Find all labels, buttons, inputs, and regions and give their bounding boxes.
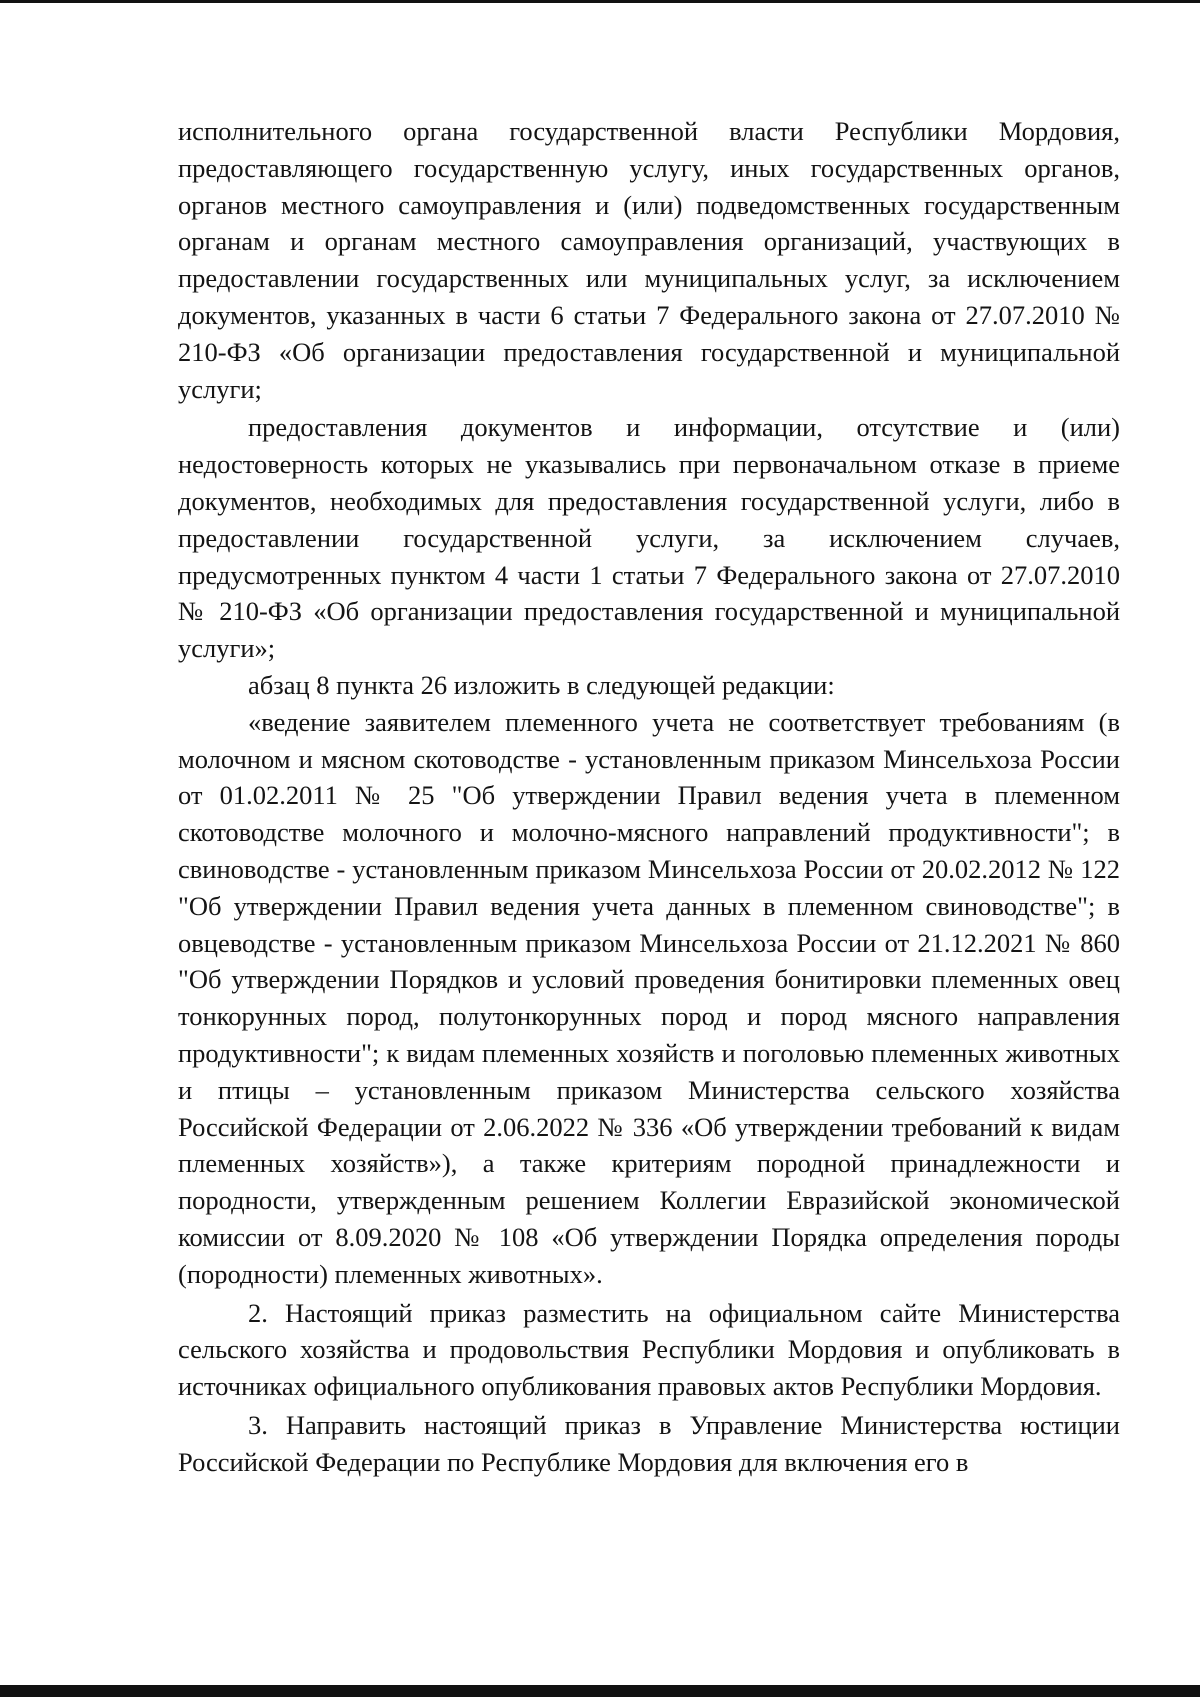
paragraph-1: исполнительного органа государственной власти Республики Мордовия, предоставляющего государственную услугу, иных государственных органов, органов местного самоуправления и (или) подведомственных государственным органам и органам местного самоуправления организаций, участвующих в предоставлении государственных или муниципальных услуг, за исключением документов, указанных в части 6 статьи 7 Федерального закона от 27.07.2010 № 210-ФЗ «Об организации предоставления государственной и муниципальной услуги; bbox=[178, 116, 1120, 404]
paragraph-6: 3. Направить настоящий приказ в Управление Министерства юстиции Российской Федерации по Республике Мордовия для включения его в bbox=[178, 1409, 1120, 1477]
scan-edge-top bbox=[0, 0, 1200, 3]
document-body bbox=[178, 113, 1120, 1480]
paragraph-3: абзац 8 пункта 26 изложить в следующей редакции: bbox=[248, 669, 835, 700]
scan-edge-bottom bbox=[0, 1685, 1200, 1697]
paragraph-4: «ведение заявителем племенного учета не соответствует требованиям (в молочном и мясном скотоводстве - установленным приказом Минсельхоза России от 01.02.2011 № 25 "Об утверждении Правил ведения учета в племенном скотоводстве молочного и молочно-мясного направлений продуктивности"; в свиноводстве - установленным приказом Минсельхоза России от 20.02.2012 № 122 "Об утверждении Правил ведения учета данных в племенном свиноводстве"; в овцеводстве - установленным приказом Минсельхоза России от 21.12.2021 № 860 "Об утверждении Порядков и условий проведения бонитировки племенных овец тонкорунных пород, полутонкорунных пород и пород мясного направления продуктивности"; к видам племенных хозяйств и поголовью племенных животных и птицы – установленным приказом Министерства сельского хозяйства Российской Федерации от 2.06.2022 № 336 «Об утверждении требований к видам племенных хозяйств»), а также критериям породной принадлежности и породности, утвержденным решением Коллегии Евразийской экономической комиссии от 8.09.2020 № 108 «Об утверждении Порядка определения породы (породности) племенных животных». bbox=[178, 706, 1120, 1289]
paragraph-5: 2. Настоящий приказ разместить на официальном сайте Министерства сельского хозяйства и продовольствия Республики Мордовия и опубликовать в источниках официального опубликования правовых актов Республики Мордовия. bbox=[178, 1297, 1120, 1402]
paragraph-2: предоставления документов и информации, отсутствие и (или) недостоверность которых не указывались при первоначальном отказе в приеме документов, необходимых для предоставления государственной услуги, либо в предоставлении государственной услуги, за исключением случаев, предусмотренных пунктом 4 части 1 статьи 7 Федерального закона от 27.07.2010 № 210-ФЗ «Об организации предоставления государственной и муниципальной услуги»; bbox=[178, 412, 1120, 664]
